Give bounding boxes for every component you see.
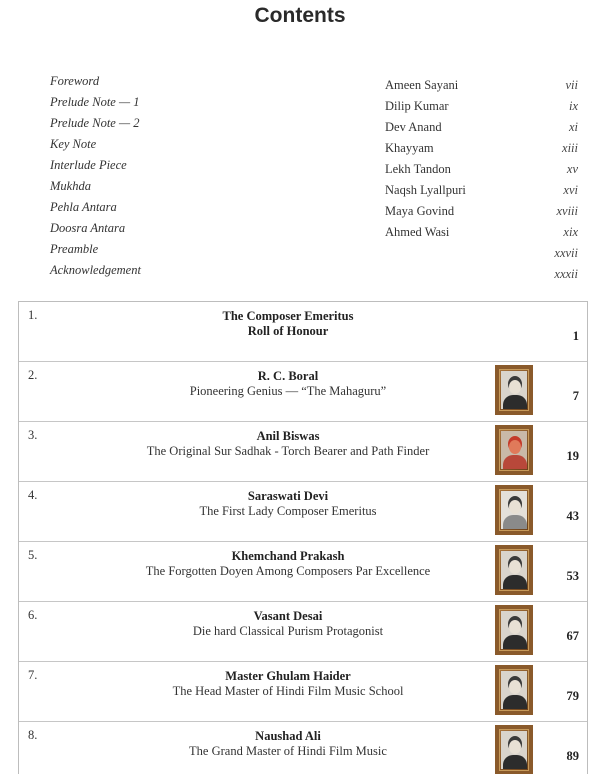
portrait-frame-icon <box>495 365 533 415</box>
chapter-number: 4. <box>28 488 38 502</box>
front-matter-author: Lekh Tandon <box>385 162 451 176</box>
chapter-number: 1. <box>28 308 38 322</box>
front-matter-row[interactable] <box>0 200 600 221</box>
chapter-name: Naushad Ali <box>255 729 321 743</box>
chapter-list <box>18 301 588 774</box>
front-matter-author: Dilip Kumar <box>385 99 449 113</box>
front-matter-row[interactable] <box>0 263 600 284</box>
portrait-frame-icon <box>495 485 533 535</box>
chapter-subtitle: The First Lady Composer Emeritus <box>199 504 377 518</box>
front-matter-page: xi <box>568 120 578 134</box>
chapter-row[interactable] <box>19 302 587 362</box>
front-matter-page: ix <box>568 99 578 113</box>
front-matter-title: Foreword <box>50 74 100 88</box>
chapter-name: Master Ghulam Haider <box>225 669 351 683</box>
chapter-number: 5. <box>28 548 38 562</box>
front-matter-title: Mukhda <box>50 179 91 193</box>
front-matter-author: Naqsh Lyallpuri <box>385 183 466 197</box>
chapter-page: 43 <box>566 509 579 523</box>
chapter-subtitle: The Grand Master of Hindi Film Music <box>189 744 387 758</box>
chapter-number: 3. <box>28 428 38 442</box>
chapter-row[interactable] <box>19 542 587 602</box>
portrait-frame-icon <box>495 425 533 475</box>
front-matter-page: xiii <box>562 141 578 155</box>
chapter-name: Khemchand Prakash <box>231 549 345 563</box>
front-matter-author: Ameen Sayani <box>385 78 459 92</box>
front-matter-row[interactable] <box>0 116 600 137</box>
front-matter-row[interactable] <box>0 137 600 158</box>
front-matter-page: xxxii <box>554 267 578 281</box>
chapter-subtitle: The Head Master of Hindi Film Music School <box>172 684 404 698</box>
portrait-frame-icon <box>495 725 533 774</box>
chapter-name: Saraswati Devi <box>247 489 329 503</box>
front-matter-row[interactable] <box>0 95 600 116</box>
portrait-frame-icon <box>495 545 533 595</box>
front-matter-row[interactable] <box>0 242 600 263</box>
chapter-name: The Composer Emeritus <box>222 309 354 323</box>
front-matter-title: Acknowledgement <box>50 263 141 277</box>
chapter-row[interactable] <box>19 482 587 542</box>
chapter-page: 19 <box>566 449 579 463</box>
chapter-number: 7. <box>28 668 38 682</box>
front-matter-title: Preamble <box>50 242 99 256</box>
front-matter-page: vii <box>565 78 578 92</box>
front-matter-title: Doosra Antara <box>50 221 126 235</box>
chapter-row[interactable] <box>19 362 587 422</box>
front-matter-title: Prelude Note — 2 <box>50 116 140 130</box>
front-matter-title: Pehla Antara <box>50 200 117 214</box>
front-matter-author: Dev Anand <box>385 120 442 134</box>
portrait-frame-icon <box>495 605 533 655</box>
front-matter-row[interactable] <box>0 179 600 200</box>
chapter-name: Anil Biswas <box>256 429 320 443</box>
front-matter-title: Interlude Piece <box>50 158 127 172</box>
front-matter-row[interactable] <box>0 221 600 242</box>
chapter-row[interactable] <box>19 662 587 722</box>
chapter-number: 8. <box>28 728 38 742</box>
front-matter-row[interactable] <box>0 158 600 179</box>
front-matter-page: xix <box>563 225 578 239</box>
front-matter-title: Key Note <box>50 137 97 151</box>
portrait-frame-icon <box>495 665 533 715</box>
chapter-page: 7 <box>572 389 579 403</box>
chapter-subtitle: Pioneering Genius — “The Mahaguru” <box>189 384 387 398</box>
chapter-subtitle: Roll of Honour <box>247 324 329 338</box>
chapter-name: Vasant Desai <box>253 609 323 623</box>
chapter-number: 2. <box>28 368 38 382</box>
front-matter-page: xv <box>566 162 578 176</box>
chapter-name: R. C. Boral <box>257 369 319 383</box>
chapter-subtitle: Die hard Classical Purism Protagonist <box>192 624 384 638</box>
chapter-subtitle: The Original Sur Sadhak - Torch Bearer and Path Finder <box>146 444 430 458</box>
front-matter-author: Maya Govind <box>385 204 455 218</box>
front-matter-author: Ahmed Wasi <box>385 225 450 239</box>
front-matter-page: xvi <box>563 183 578 197</box>
chapter-row[interactable] <box>19 602 587 662</box>
chapter-number: 6. <box>28 608 38 622</box>
chapter-row[interactable] <box>19 722 587 774</box>
front-matter-page: xxvii <box>554 246 578 260</box>
chapter-subtitle: The Forgotten Doyen Among Composers Par Excellence <box>145 564 431 578</box>
chapter-page: 89 <box>566 749 579 763</box>
front-matter-author: Khayyam <box>385 141 434 155</box>
page-title: Contents <box>254 4 346 27</box>
chapter-page: 79 <box>566 689 579 703</box>
chapter-page: 53 <box>566 569 579 583</box>
chapter-page: 1 <box>572 329 579 343</box>
front-matter-title: Prelude Note — 1 <box>50 95 140 109</box>
chapter-row[interactable] <box>19 422 587 482</box>
front-matter-row[interactable] <box>0 74 600 95</box>
chapter-page: 67 <box>566 629 579 643</box>
front-matter-page: xviii <box>556 204 578 218</box>
